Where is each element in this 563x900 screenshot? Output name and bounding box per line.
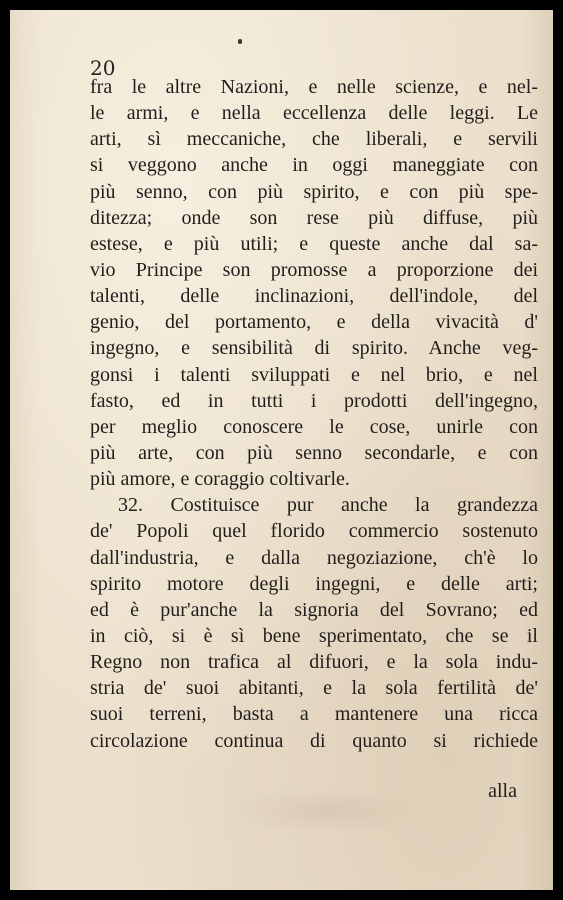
text-line: più arte, con più senno secondarle, e con <box>90 441 538 464</box>
text-line: più senno, con più spirito, e con più spe- <box>90 180 538 203</box>
text-line: spirito motore degli ingegni, e delle arti; <box>90 572 538 595</box>
text-line: 32. Costituisce pur anche la grandezza <box>118 494 538 517</box>
text-line: stria de' suoi abitanti, e la sola fertilità de' <box>90 677 538 700</box>
text-line: gonsi i talenti sviluppati e nel brio, e nel <box>90 363 538 386</box>
text-line: fasto, ed in tutti i prodotti dell'ingegno, <box>90 389 538 412</box>
show-through-stain <box>220 788 430 834</box>
text-line: fra le altre Nazioni, e nelle scienze, e nel- <box>90 76 538 98</box>
text-line: ingegno, e sensibilità di spirito. Anche veg- <box>90 337 538 360</box>
text-line: suoi terreni, basta a mantenere una ricca <box>90 703 538 726</box>
text-line: circolazione continua di quanto si richiede <box>90 729 538 752</box>
text-line: talenti, delle inclinazioni, dell'indole, del <box>90 285 538 308</box>
text-line: de' Popoli quel florido commercio sostenuto <box>90 520 538 543</box>
body-text <box>90 74 538 754</box>
text-line: genio, del portamento, e della vivacità d' <box>90 311 538 334</box>
text-line: estese, e più utili; e queste anche dal sa- <box>90 232 538 255</box>
text-line: ed è pur'anche la signoria del Sovrano; ed <box>90 598 538 621</box>
text-line: in ciò, si è sì bene sperimentato, che se il <box>90 624 538 647</box>
book-page <box>10 10 553 890</box>
text-line: più amore, e coraggio coltivarle. <box>90 468 350 491</box>
text-line: si veggono anche in oggi maneggiate con <box>90 154 538 177</box>
text-line: Regno non trafica al difuori, e la sola indu- <box>90 651 538 674</box>
text-line: arti, sì meccaniche, che liberali, e servili <box>90 128 538 151</box>
text-line: ditezza; onde son rese più diffuse, più <box>90 206 538 229</box>
ink-speck <box>238 39 242 44</box>
text-line: per meglio conoscere le cose, unirle con <box>90 415 538 438</box>
text-line: le armi, e nella eccellenza delle leggi. Le <box>90 102 538 125</box>
text-line: dall'industria, e dalla negoziazione, ch'è lo <box>90 546 538 569</box>
text-line: vio Principe son promosse a proporzione dei <box>90 258 538 281</box>
catchword: alla <box>488 780 517 802</box>
page-number: 20 <box>90 56 116 80</box>
